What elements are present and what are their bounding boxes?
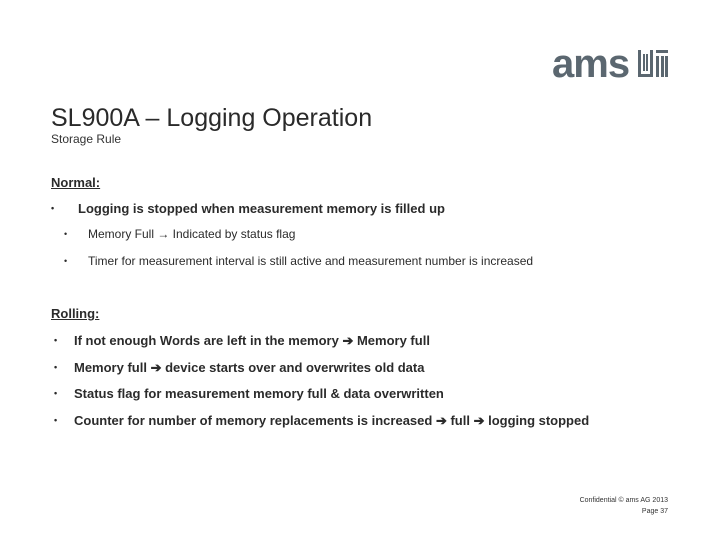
arrow-right-icon: ➔ (150, 360, 162, 375)
logo-text: ams (552, 46, 630, 82)
bullet-icon: • (54, 415, 58, 425)
bullet-icon: • (64, 229, 68, 239)
list-item-text: Memory full ➔ device starts over and overwrites old data (74, 360, 425, 375)
list-item-text: Logging is stopped when measurement memory is filled up (78, 201, 445, 216)
ams-logo (552, 46, 672, 82)
list-item-text: Counter for number of memory replacements is increased ➔ full ➔ logging stopped (74, 413, 590, 428)
footer-confidential: Confidential © ams AG 2013 (579, 497, 668, 504)
bullet-icon: • (51, 203, 55, 213)
page-subtitle: Storage Rule (51, 132, 122, 146)
bullet-icon: • (54, 335, 58, 345)
arrow-right-icon: ➔ (342, 333, 354, 348)
bullet-icon: • (54, 388, 58, 398)
arrow-right-icon: ➔ (435, 413, 447, 428)
page-title: SL900A – Logging Operation (51, 104, 373, 132)
normal-heading: Normal: (51, 175, 101, 190)
rolling-heading: Rolling: (51, 306, 100, 321)
bullet-icon: • (54, 362, 58, 372)
logo-mark-icon (638, 50, 668, 77)
footer-page-number: Page 37 (641, 508, 668, 515)
arrow-right-icon: → (157, 227, 170, 241)
list-item-text: Memory Full → Indicated by status flag (88, 227, 296, 241)
arrow-right-icon: ➔ (473, 413, 485, 428)
bullet-icon: • (64, 256, 68, 266)
list-item-text: Timer for measurement interval is still active and measurement number is increased (88, 254, 534, 268)
list-item-text: If not enough Words are left in the memory ➔ Memory full (74, 333, 430, 348)
list-item-text: Status flag for measurement memory full & data overwritten (74, 386, 444, 401)
